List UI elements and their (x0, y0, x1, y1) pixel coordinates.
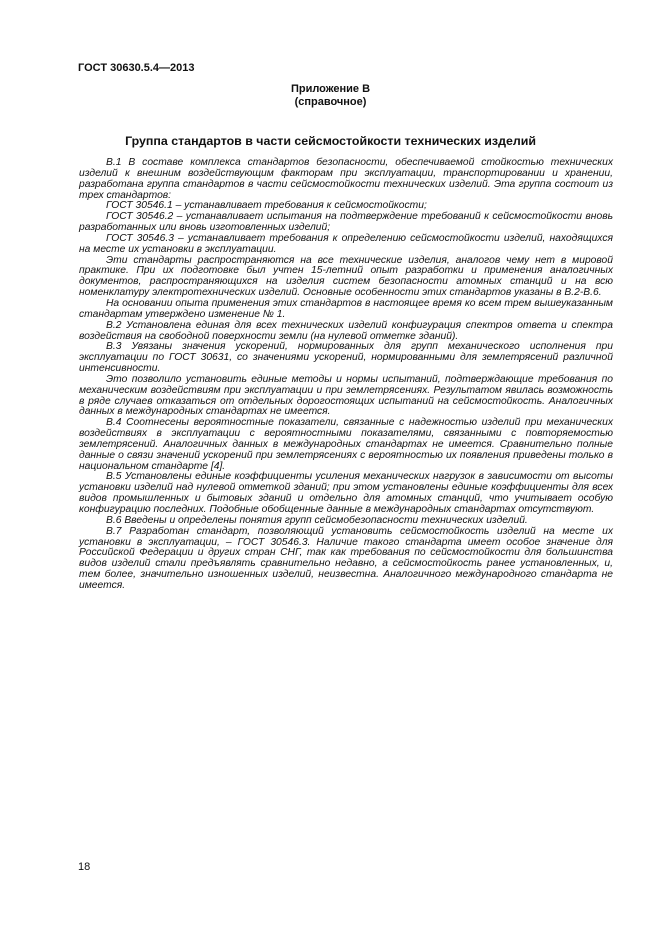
paragraph-b5: В.5 Установлены единые коэффициенты усиления механических нагрузок в зависимости от высоты установки изделий над нулевой отметкой зданий; при этом установлены единые коэффициенты для всех видов промышленных и бытовых зданий и отдельно для атомных станций, что учитывает особую конфигурацию последних. Подобные обобщенные данные в международных стандартах отсутствуют. (79, 471, 613, 515)
paragraph-b3: В.3 Увязаны значения ускорений, нормированных для групп механического исполнения при эксплуатации по ГОСТ 30631, со значениями ускорений, нормированными для землетрясений различной интенсивности. (79, 341, 613, 375)
paragraph-b6: В.6 Введены и определены понятия групп сейсмобезопасности технических изделий. (106, 514, 528, 526)
body-text (79, 158, 613, 592)
paragraph-b2: В.2 Установлена единая для всех технических изделий конфигурация спектров ответа и спектра воздействия на свободной поверхности земли (на нулевой отметке зданий). (79, 319, 613, 342)
paragraph-gost-30546-1: ГОСТ 30546.1 – устанавливает требования к сейсмостойкости; (106, 200, 427, 212)
paragraph-b7: В.7 Разработан стандарт, позволяющий установить сейсмостойкость изделий на месте их установки в эксплуатации, – ГОСТ 30546.3. Наличие такого стандарта имеет особое значение для Российской Федерации и других стран СНГ, так как требования по сейсмостойкости для большинства видов изделий стали предъявлять сравнительно недавно, а сейсмостойкость ранее установленных, и, тем более, значительно изношенных изделий, неизвестна. Аналогичного международного стандарта не имеется. (79, 525, 613, 591)
appendix-title: Приложение В (290, 83, 371, 95)
paragraph-amendment: На основании опыта применения этих стандартов в настоящее время ко всем трем вышеуказанным стандартам утверждено изменение № 1. (79, 297, 613, 320)
paragraph-b1: В.1 В составе комплекса стандартов безопасности, обеспечиваемой стойкостью технических изделий к внешним воздействующим факторам при эксплуатации, транспортировании и хранении, разработана группа стандартов в части сейсмостойкости технических изделий. Эта группа состоит из трех стандартов: (79, 157, 613, 201)
paragraph-gost-30546-2: ГОСТ 30546.2 – устанавливает испытания на подтверждение требований к сейсмостойкости вновь разработанных или вновь изготовленных изделий; (79, 211, 613, 234)
page-number: 18 (78, 861, 91, 873)
paragraph-gost-30546-3: ГОСТ 30546.3 – устанавливает требования к определению сейсмостойкости изделий, находящихся на месте их установки в эксплуатации. (79, 232, 613, 255)
appendix-subtitle: (справочное) (294, 96, 367, 108)
document-code: ГОСТ 30630.5.4—2013 (78, 62, 195, 74)
paragraph-standards-scope: Эти стандарты распространяются на все технические изделия, аналогов чему нет в мировой практике. При их подготовке был учтен 15-летний опыт разработки и применения аналогичных документов, распространяющихся на изделия систем безопасности атомных станций и на всю номенклатуру электротехнических изделий. Основные особенности этих стандартов указаны в В.2-В.6. (79, 254, 613, 299)
paragraph-test-methods: Это позволило установить единые методы и нормы испытаний, подтверждающие требования по механическим воздействиям при эксплуатации и при землетрясениях. Результатом явилась возможность в ряде случаев отказаться от отдельных дорогостоящих испытаний на сейсмостойкость. Аналогичных данных в международных стандартах не имеется. (79, 373, 613, 418)
paragraph-b4: В.4 Соотнесены вероятностные показатели, связанные с надежностью изделий при механических воздействиях в эксплуатации с вероятностными показателями, связанными с повторяемостью землетрясений. Аналогичных данных в международных стандартах не имеется. Сравнительно полные данные о связи значений ускорений при землетрясениях с вероятностью их появления приведены только в национальном стандарте [4]. (79, 417, 613, 472)
section-title: Группа стандартов в части сейсмостойкости технических изделий (125, 134, 536, 148)
